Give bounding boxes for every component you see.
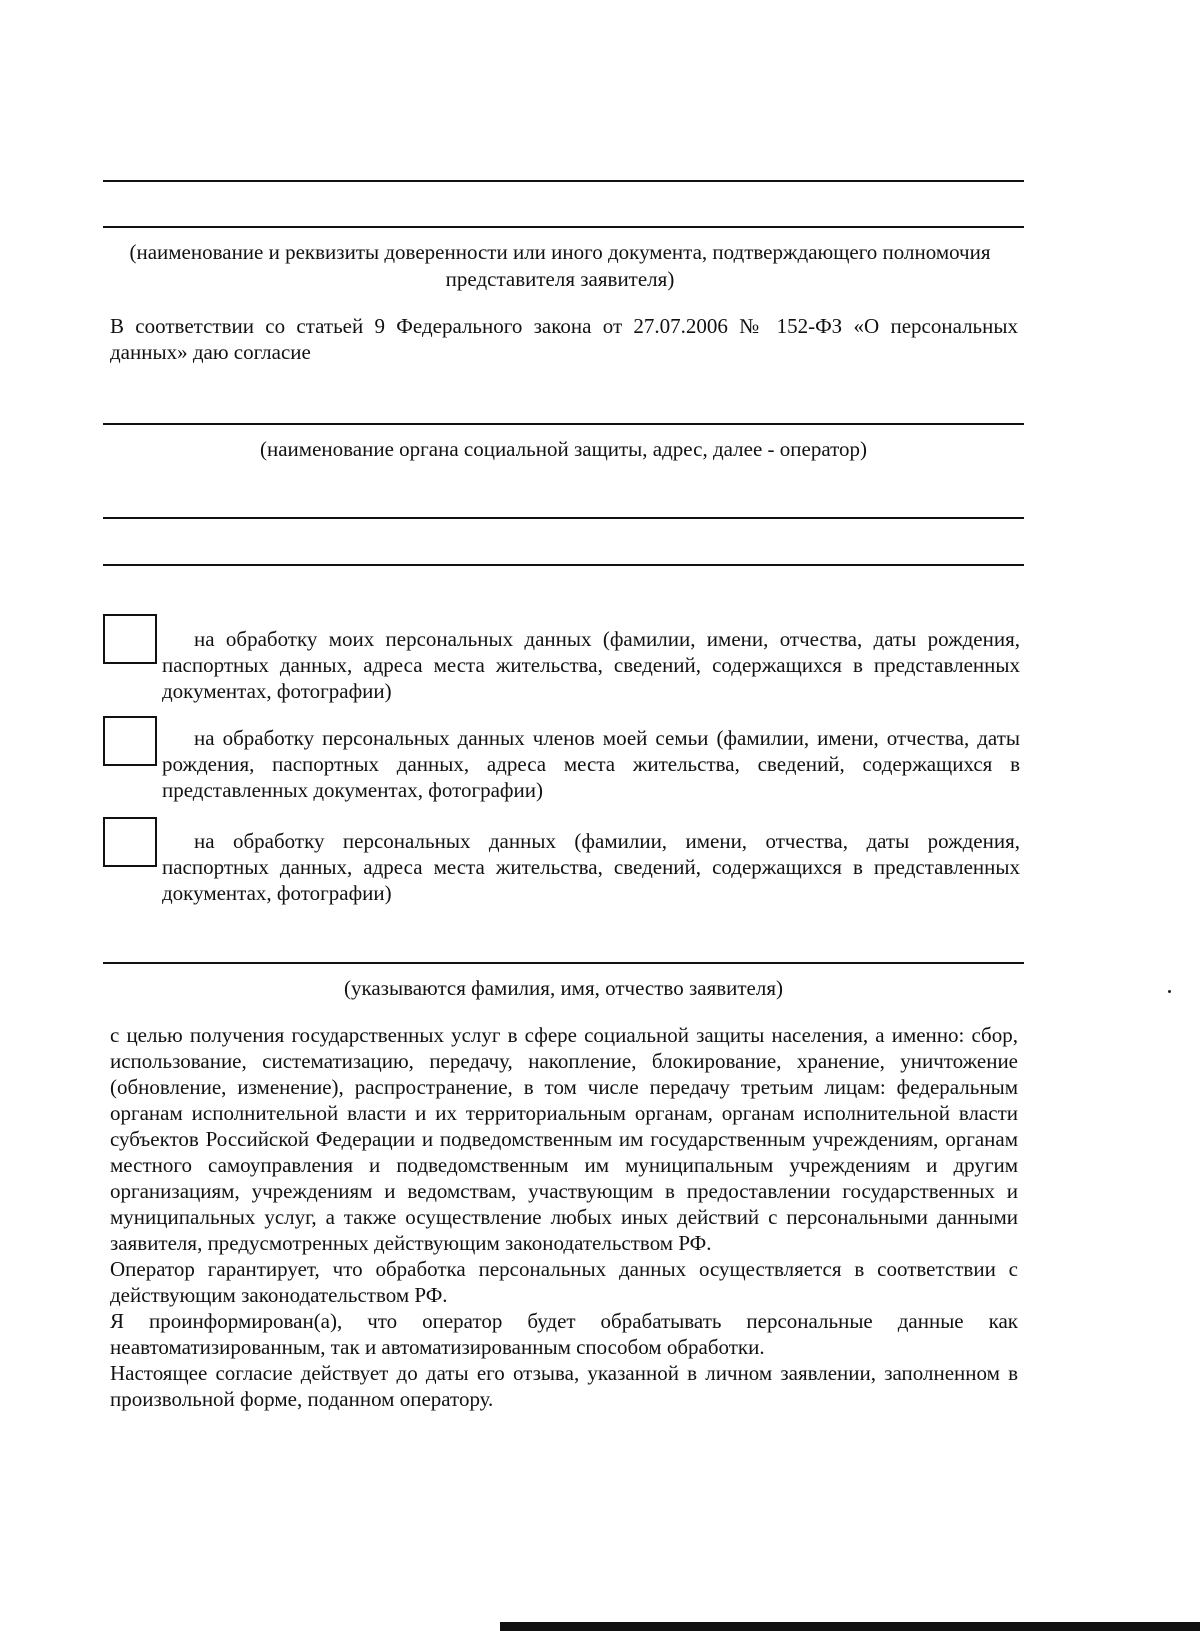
guarantee-paragraph: Оператор гарантирует, что обработка персональных данных осуществляется в соответствии с действующим законодательством РФ. (110, 1257, 1018, 1307)
consent-intro: В соответствии со статьей 9 Федерального закона от 27.07.2006 № 152-ФЗ «О персональных данных» даю согласие (110, 314, 1018, 364)
informed-paragraph: Я проинформирован(а), что оператор будет обрабатывать персональные данные как неавтоматизированным, так и автоматизированным способом обработки. (110, 1309, 1018, 1359)
checkbox-other-data[interactable] (103, 817, 157, 867)
operator-line[interactable] (103, 423, 1024, 425)
purpose-paragraph: с целью получения государственных услуг в сфере социальной защиты населения, а именно: сбор, использование, систематизацию, передачу, накопление, блокирование, хранение, уничтожение (обновление, изменение), распространение, в том числе передачу третьим лицам: федеральным органам исполнительной власти и их территориальным органам, органам исполнительной власти субъектов Российской Федерации и подведомственным им государственным учреждениям, органам местного самоуправления и подведомственным им муниципальным учреждениям и другим организациям, учреждениям и ведомствам, участвующим в предоставлении государственных и муниципальных услуг, а также осуществление любых иных действий с персональными данными заявителя, предусмотренных действующим законодательством РФ. (110, 1023, 1018, 1255)
applicant-caption: (указываются фамилия, имя, отчество заявителя) (343, 976, 784, 1000)
operator-caption: (наименование органа социальной защиты, адрес, далее - оператор) (260, 437, 867, 461)
option-family-data-text: на обработку персональных данных членов моей семьи (фамилии, имени, отчества, даты рождения, паспортных данных, адреса места жительства, сведений, содержащихся в представленных документах, фотографии) (162, 726, 1020, 802)
validity-paragraph: Настоящее согласие действует до даты его отзыва, указанной в личном заявлении, заполненном в произвольной форме, поданном оператору. (110, 1361, 1018, 1411)
applicant-name-line[interactable] (103, 962, 1024, 964)
option-other-data-text: на обработку персональных данных (фамилии, имени, отчества, даты рождения, паспортных данных, адреса места жительства, сведений, содержащихся в представленных документах, фотографии) (162, 829, 1020, 905)
checkbox-own-data[interactable] (103, 614, 157, 664)
representative-doc-line-2[interactable] (103, 226, 1024, 228)
blank-line-1[interactable] (103, 517, 1024, 519)
consent-body (110, 1022, 1018, 1412)
representative-doc-caption: (наименование и реквизиты доверенности или иного документа, подтверждающего полномочия представителя заявителя) (129, 240, 991, 291)
representative-doc-line-1[interactable] (103, 180, 1024, 182)
option-own-data-text: на обработку моих персональных данных (фамилии, имени, отчества, даты рождения, паспортных данных, адреса места жительства, сведений, содержащихся в представленных документах, фотографии) (162, 627, 1020, 703)
scan-edge-bar (500, 1622, 1200, 1631)
blank-line-2[interactable] (103, 564, 1024, 566)
checkbox-family-data[interactable] (103, 716, 157, 766)
scan-speck (1168, 990, 1171, 993)
